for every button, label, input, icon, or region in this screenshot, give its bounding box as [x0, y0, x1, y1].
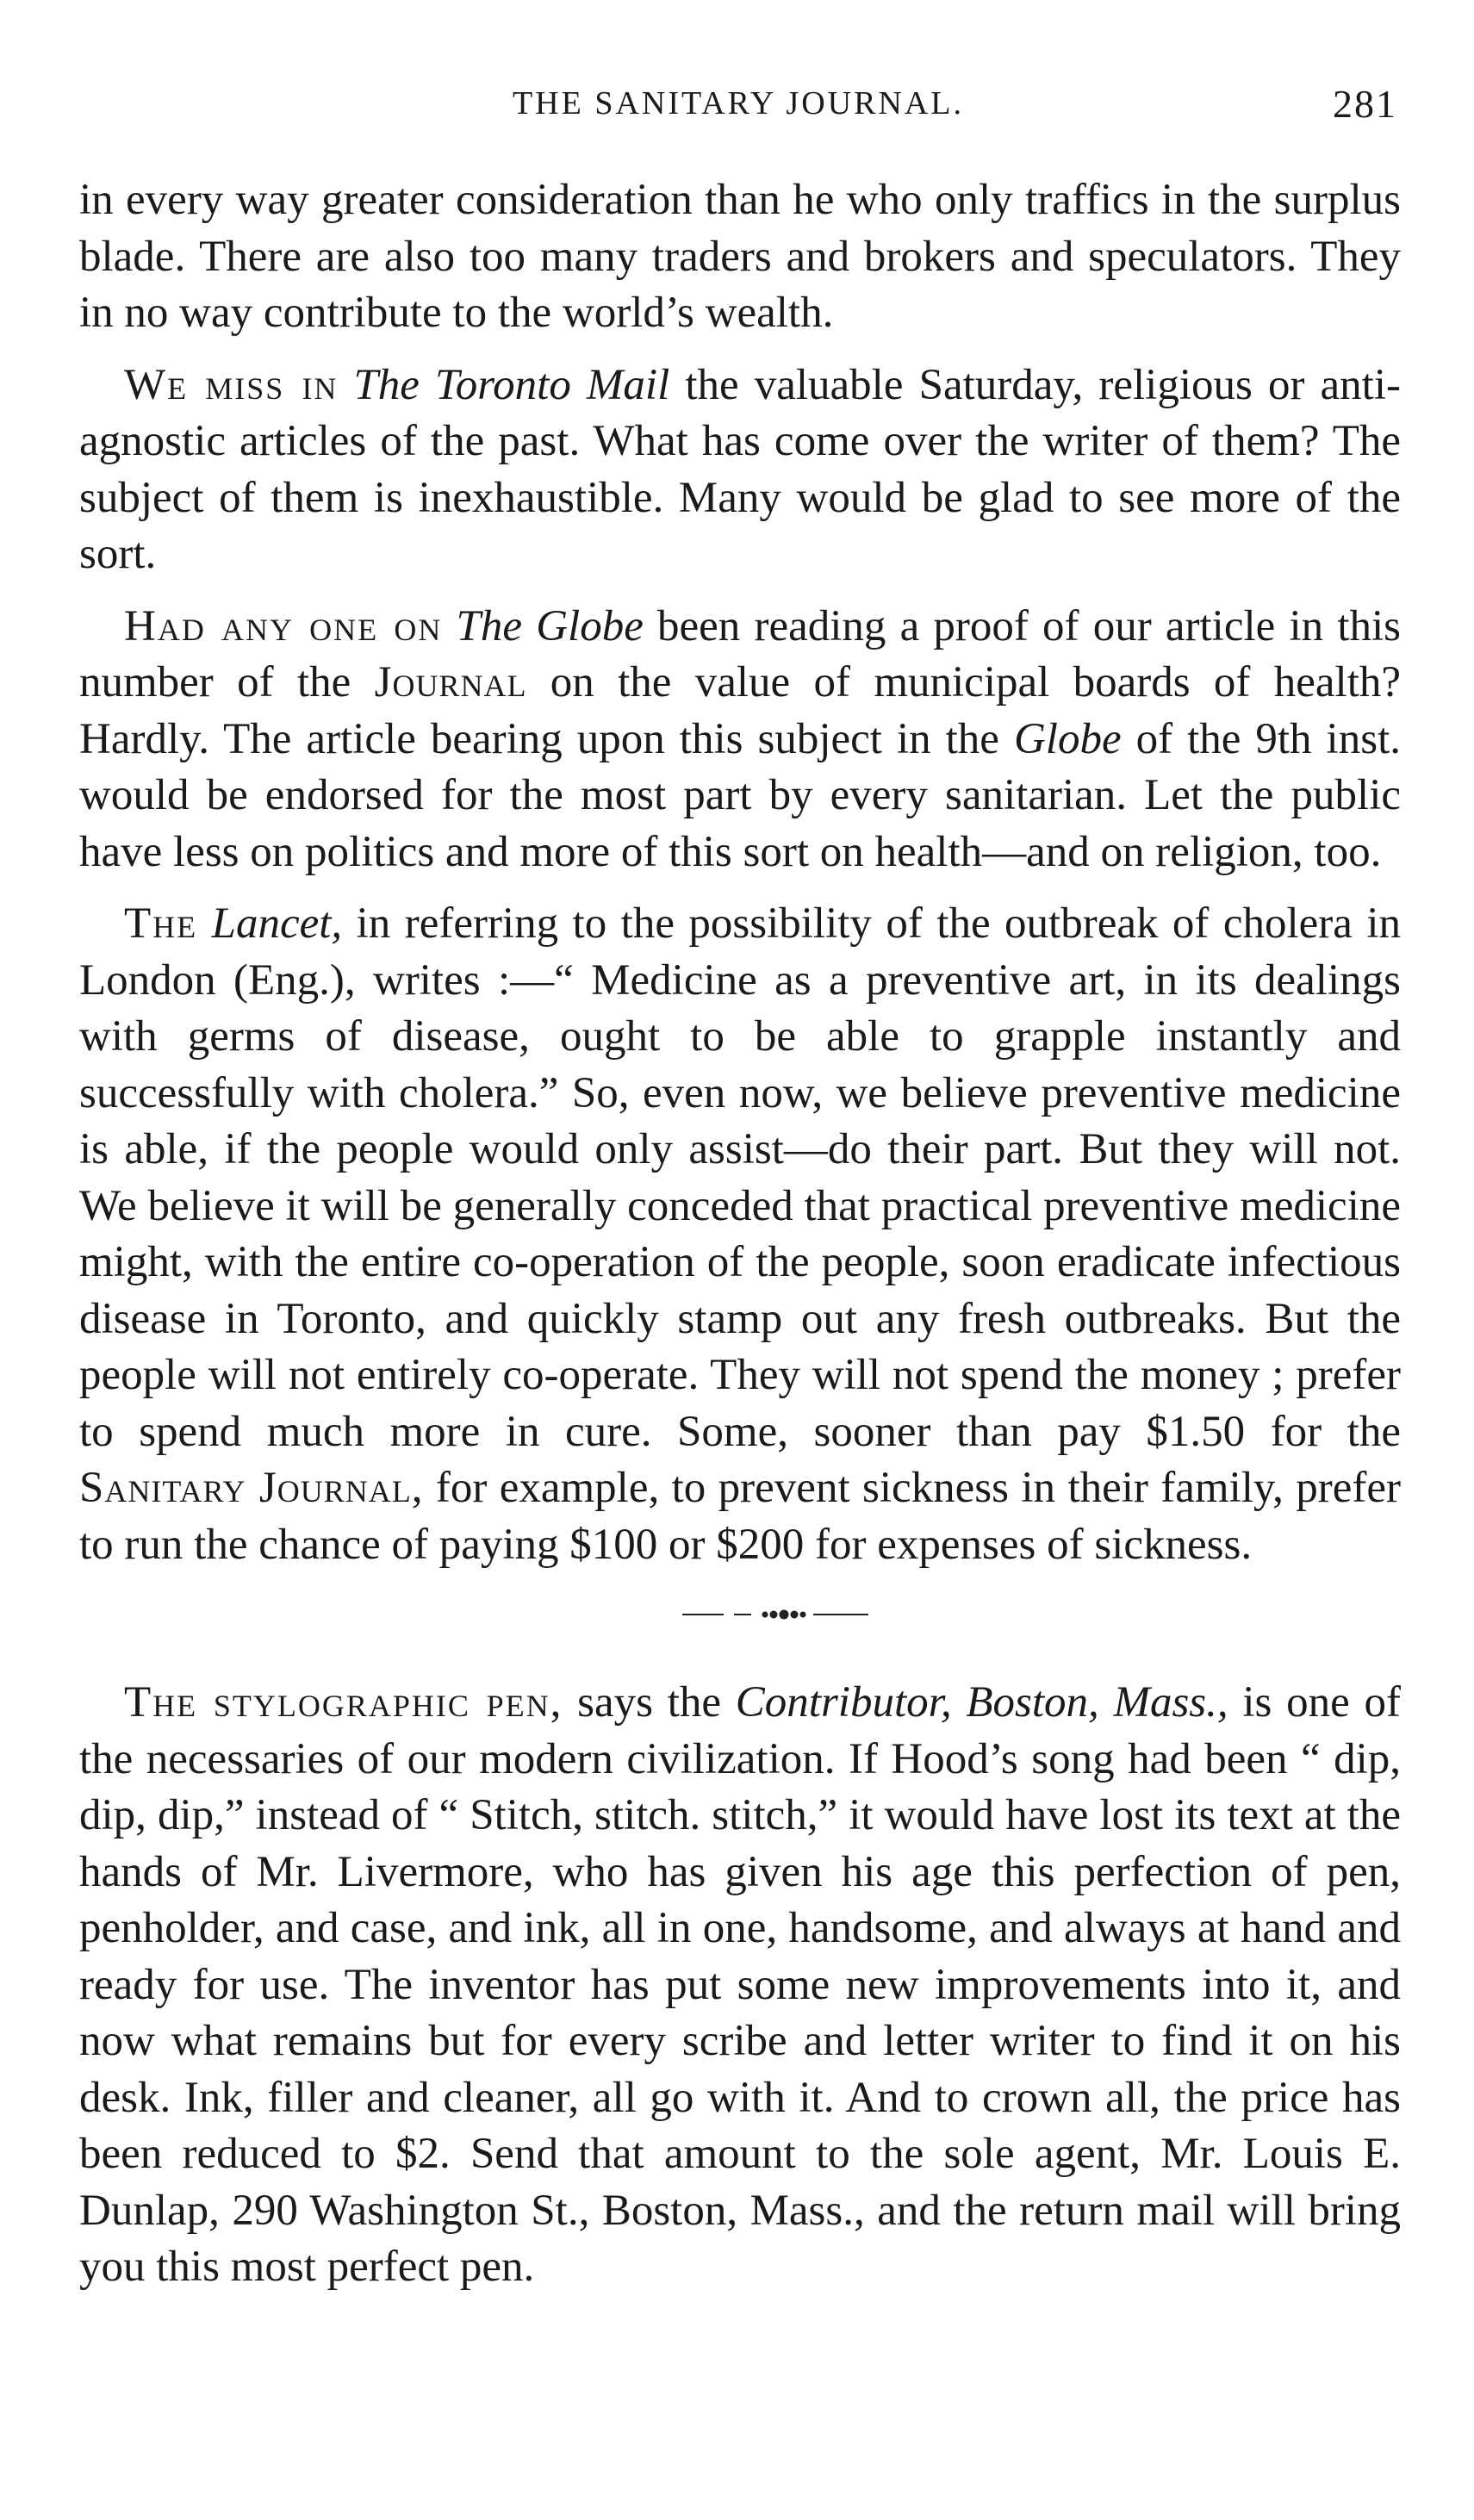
paragraph-lead: We miss in: [124, 360, 339, 409]
publication-title: Lancet,: [211, 899, 343, 948]
running-title: THE SANITARY JOURNAL.: [512, 85, 965, 121]
paragraph-lead: The: [124, 899, 198, 948]
ornament-divider-icon: [682, 1604, 872, 1625]
journal-name: Sanitary Journal,: [79, 1464, 424, 1512]
paragraph-continuation: [79, 172, 1401, 342]
paragraph-text: the valuable Saturday, religious or anti-agnostic articles of the past. What has come over the writer of them? The subject of them is inexhaustible. Many would be glad to see more of the sort.: [79, 360, 1401, 578]
paragraph-text: in referring to the possibility of the outbreak of cholera in London (Eng.), writes :—“ Medicine as a preventive art, in its dealings with germs of disease, ought to be able to grapple instantly and successfully with cholera.” So, even now, we believe preventive medicine is able, if the people would only assist—do their part. But they will not. We believe it will be generally conceded that practical preventive medicine might, with the entire co-operation of the people, soon eradicate infectious disease in Toronto, and quickly stamp out any fresh outbreaks. But the people will not entirely co-operate. They will not spend the money ; prefer to spend much more in cure. Some, sooner than pay $1.50 for the: [79, 899, 1402, 1456]
paragraph-text: is one of the necessaries of our modern civilization. If Hood’s song had been “ dip, dip, dip,” instead of “ Stitch, stitch. stitch,” it would have lost its text at the hands of Mr. Livermore, who has given his age this perfection of pen, penholder, and case, and ink, all in one, handsome, and always at hand and ready for use. The inventor has put some new improvements into it, and now what remains but for every scribe and letter writer to find it on his desk. Ink, filler and cleaner, all go with it. And to crown all, the price has been reduced to $2. Send that amount to the sole agent, Mr. Louis E. Dunlap, 290 Washington St., Boston, Mass., and the return mail will bring you this most perfect pen.: [79, 1678, 1402, 2291]
paragraph-text: on the value of municipal boards of health? Hardly. The article bearing upon this subject in the: [79, 658, 1401, 763]
paragraph-text: says the: [563, 1678, 736, 1727]
paragraph-globe: [79, 599, 1401, 881]
paragraph-text: in every way greater consideration than he who only traffics in the surplus blade. There are also too many traders and brokers and speculators. They in no way contribute to the world’s wealth.: [79, 176, 1401, 337]
paragraph-text: of the 9th inst. would be endorsed for the most part by every sanitarian. Let the public have less on politics and more of this sort on health—and on religion, too.: [79, 714, 1401, 876]
page-header: [79, 83, 1397, 134]
publication-title: Contributor, Boston, Mass.,: [735, 1678, 1228, 1727]
section-divider: [79, 1589, 1401, 1640]
paragraph-text: for example, to prevent sickness in their family, prefer to run the chance of paying $100 or $200 for expenses of sickness.: [79, 1464, 1401, 1569]
paragraph-lancet: [79, 896, 1401, 1573]
paragraph-stylographic-pen: [79, 1675, 1401, 2296]
page-number: 281: [1333, 82, 1397, 126]
article-body: [79, 172, 1401, 2312]
paragraph-toronto-mail: [79, 358, 1401, 583]
journal-name: Journal: [374, 658, 527, 706]
paragraph-lead: Had any one on: [124, 601, 443, 650]
publication-title: The Globe: [456, 601, 644, 650]
publication-title: The Toronto Mail: [353, 360, 670, 409]
publication-title: Globe: [1013, 714, 1122, 763]
paragraph-text: been reading a proof of our article in this number of the: [79, 601, 1401, 706]
paragraph-lead: The stylographic pen,: [124, 1678, 563, 1727]
